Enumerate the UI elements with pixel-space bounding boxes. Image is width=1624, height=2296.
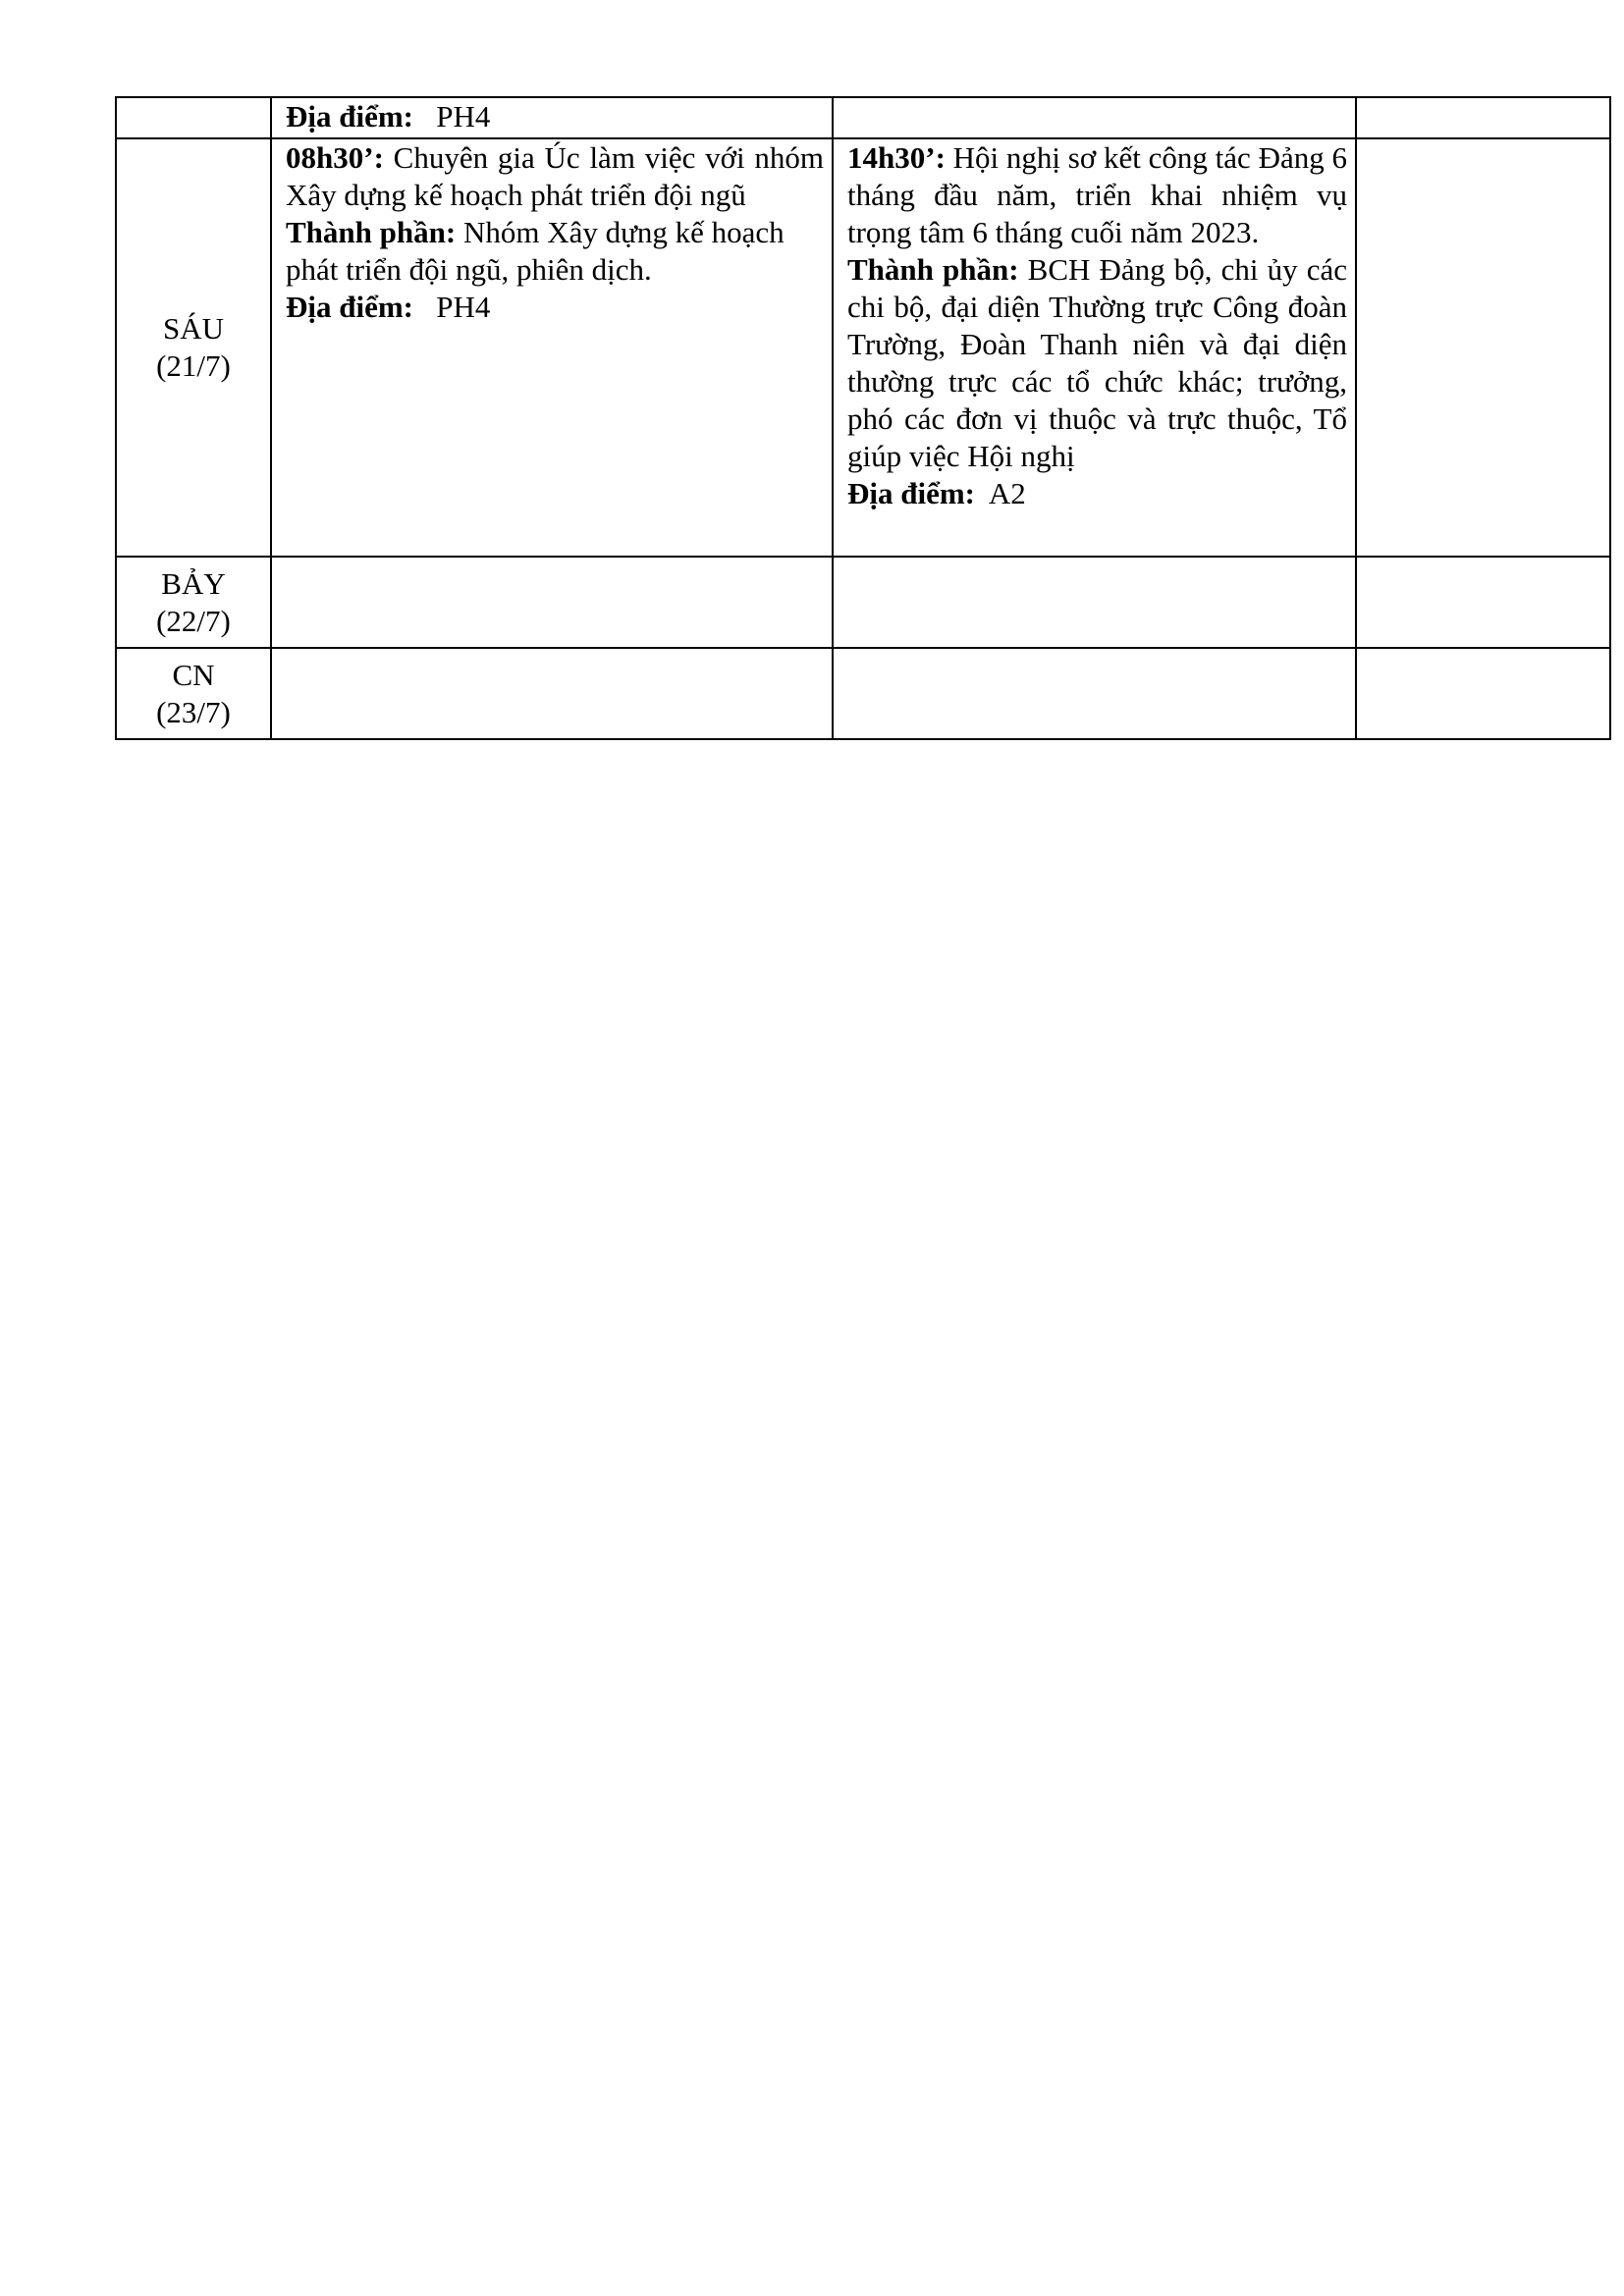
day-date: (22/7) [156,603,231,638]
day-cell [116,557,271,648]
event-title: Chuyên gia Úc làm việc với nhóm Xây dựng kế hoạch phát triển đội ngũ [286,140,824,212]
morning-cell [271,648,833,739]
day-cell [116,97,271,138]
location-value: PH4 [436,99,491,133]
notes-cell [1356,97,1610,138]
notes-cell [1356,648,1610,739]
afternoon-cell [833,648,1356,739]
afternoon-cell [833,557,1356,648]
table-row [116,138,1610,557]
participants-label: Thành phần: [286,215,457,249]
day-name: CN [172,657,215,692]
location-value: A2 [988,476,1026,510]
afternoon-cell [833,97,1356,138]
event-heading [847,139,1347,251]
day-name: SÁU [162,311,224,346]
event-participants [286,214,824,289]
location-label: Địa điểm: [286,99,414,133]
event-time: 08h30’: [286,140,384,175]
table-row [116,97,1610,138]
event-participants [847,251,1347,475]
notes-cell [1356,557,1610,648]
day-cell [116,648,271,739]
event-location [286,289,824,326]
table-row [116,648,1610,739]
morning-cell [271,138,833,557]
table-row [116,557,1610,648]
participants-value: Nhóm Xây dựng kế hoạch phát triển đội ngũ, phiên dịch. [286,215,785,287]
participants-label: Thành phần: [847,252,1019,287]
event-time: 14h30’: [847,140,946,175]
location-label: Địa điểm: [286,290,414,324]
notes-cell [1356,138,1610,557]
day-date: (21/7) [156,348,231,383]
weekly-schedule-table [115,96,1611,740]
morning-cell [271,557,833,648]
location-label: Địa điểm: [847,476,976,510]
day-date: (23/7) [156,694,231,729]
participants-value: BCH Đảng bộ, chi ủy các chi bộ, đại diện Thường trực Công đoàn Trường, Đoàn Thanh niên và đại diện thường trực các tổ chức khác; trưởng, phó các đơn vị thuộc và trực thuộc, Tổ giúp việc Hội nghị [847,252,1347,473]
event-heading [286,139,824,214]
day-cell [116,138,271,557]
event-title: Hội nghị sơ kết công tác Đảng 6 tháng đầu năm, triển khai nhiệm vụ trọng tâm 6 tháng cuối năm 2023. [847,140,1347,249]
day-name: BẢY [161,565,226,601]
event-location [847,475,1347,512]
morning-cell [271,97,833,138]
location-value: PH4 [436,290,491,324]
afternoon-cell [833,138,1356,557]
